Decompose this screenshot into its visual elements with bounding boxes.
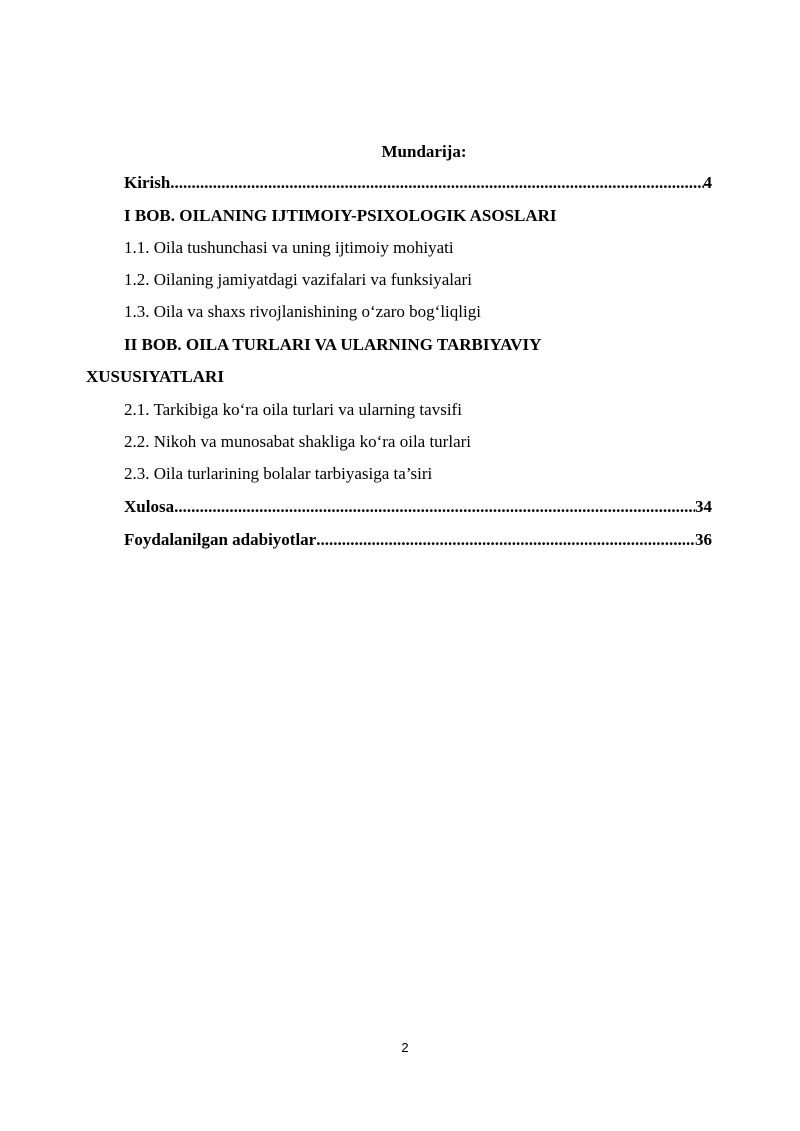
page-number: 2 [401, 1040, 409, 1055]
toc-entry-page: 36 [695, 530, 712, 549]
toc-section-1-2[interactable]: 1.2. Oilaning jamiyatdagi vazifalari va funksiyalari [124, 270, 472, 289]
toc-entry-label: Kirish [124, 173, 171, 192]
dot-leader [170, 173, 703, 193]
toc-entry-page: 34 [695, 497, 712, 516]
toc-section-2-2[interactable]: 2.2. Nikoh va munosabat shakliga ko‘ra oila turlari [124, 432, 471, 451]
toc-entry-conclusion[interactable] [124, 497, 712, 517]
toc-entry-label: Foydalanilgan adabiyotlar [124, 530, 317, 549]
dot-leader [316, 530, 695, 550]
toc-entry-label: Xulosa [124, 497, 175, 516]
toc-chapter-2-line-1[interactable]: II BOB. OILA TURLARI VA ULARNING TARBIYAVIY [124, 335, 542, 354]
toc-section-2-3[interactable]: 2.3. Oila turlarining bolalar tarbiyasiga ta’siri [124, 464, 433, 483]
dot-leader [174, 497, 695, 517]
toc-title: Mundarija: [381, 142, 467, 161]
toc-section-1-1[interactable]: 1.1. Oila tushunchasi va uning ijtimoiy mohiyati [124, 238, 454, 257]
toc-entry-intro[interactable] [124, 173, 712, 193]
toc-entry-references[interactable] [124, 530, 712, 550]
toc-chapter-2-line-2[interactable]: XUSUSIYATLARI [86, 367, 224, 386]
toc-entry-page: 4 [703, 173, 712, 192]
toc-section-2-1[interactable]: 2.1. Tarkibiga ko‘ra oila turlari va ularning tavsifi [124, 400, 462, 419]
toc-section-1-3[interactable]: 1.3. Oila va shaxs rivojlanishining o‘zaro bog‘liqligi [124, 302, 481, 321]
toc-chapter-1[interactable]: I BOB. OILANING IJTIMOIY-PSIXOLOGIK ASOSLARI [124, 206, 557, 225]
